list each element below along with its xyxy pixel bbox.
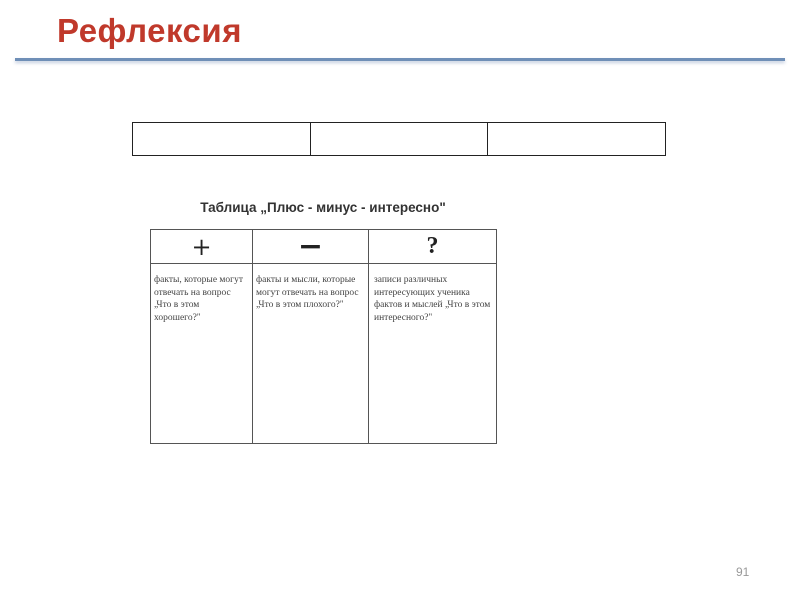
- empty-table-cell-1: [133, 123, 311, 155]
- title-divider: [15, 58, 785, 61]
- slide-title: Рефлексия: [57, 12, 242, 49]
- pmi-cell-question: записи различных интересующих ученика фактов и мыслей „Что в этом интересного?": [374, 275, 491, 323]
- empty-table-cell-2: [311, 123, 489, 155]
- pmi-header-question: ?: [369, 230, 496, 264]
- pmi-header-plus: +: [151, 230, 253, 264]
- page-number: 91: [736, 565, 750, 579]
- empty-table: [132, 122, 666, 156]
- pmi-table-caption: Таблица „Плюс - минус - интересно": [200, 200, 446, 215]
- pmi-cell-minus: факты и мысли, которые могут отвечать на вопрос „Что в этом плохого?": [253, 264, 369, 443]
- pmi-header-minus: −: [253, 230, 369, 264]
- pmi-table: [150, 229, 497, 444]
- pmi-cell-plus: факты, которые могут отвечать на вопрос „Что в этом хорошего?": [151, 264, 253, 443]
- empty-table-cell-3: [488, 123, 665, 155]
